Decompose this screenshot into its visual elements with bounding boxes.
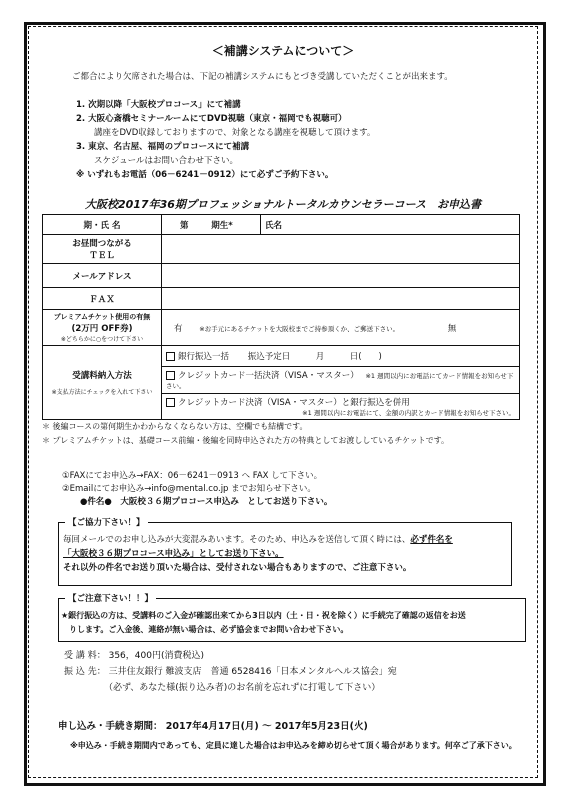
premium-note: ※お手元にあるチケットを大阪校までご持参頂くか、ご郵送下さい。 <box>199 324 400 333</box>
fax-method: ①FAXにてお申込み→FAX：06－6241－0913 へ FAX して下さい。 <box>62 471 323 481</box>
email-field[interactable] <box>162 264 520 288</box>
form-notes <box>42 420 449 448</box>
submit-methods <box>62 470 332 509</box>
term-field[interactable]: 第 期生* <box>162 215 261 235</box>
makeup-item-3: 3. 東京、名古屋、福岡のプロコースにて補講 <box>76 142 250 152</box>
email-label: メールアドレス <box>43 264 162 288</box>
capacity-warning: ※申込み・手続き期間内であっても、定員に達した場合はお申込みを締め切らせて頂く場合があります。何卒ご了承下さい。 <box>70 741 517 750</box>
premium-yes[interactable]: 有 <box>174 323 183 334</box>
premium-no[interactable]: 無 <box>447 323 457 334</box>
intro-text: ご都合により欠席された場合は、下記の補講システムにもとづき受講していただくことが出来ます。 <box>72 72 453 82</box>
tel-field[interactable] <box>162 235 520 264</box>
premium-field[interactable] <box>162 310 520 346</box>
cooperation-box: 【ご協力下さい！】 毎回メールでのお申し込みが大変混みあいます。そのため、申込みを送信して頂く時には、必ず件名を 「大阪校３６期プロコース申込み」としてお送り下さい。 それ以外の件名でお送り頂いた場合は、受付されない場合もありますので、ご注意下さい。 <box>58 522 512 586</box>
cooperation-title: 【ご協力下さい！】 <box>65 516 148 528</box>
bank-value: 三井住友銀行 難波支店 普通 6528416「日本メンタルヘルス協会」宛 <box>108 667 397 677</box>
makeup-item-1: 1. 次期以降「大阪校プロコース」にて補講 <box>76 100 241 110</box>
fee-section: 受 講 料： 356，400円(消費税込) 振 込 先： 三井住友銀行 難波支店 普通 6528416「日本メンタルヘルス協会」宛 （必ず、あなた様(振り込み者)のお名前を忘れずに打電して下さい） <box>64 648 397 696</box>
makeup-item-2-sub: 講座をDVD収録しておりますので、対象となる講座を視聴して頂けます。 <box>94 128 376 138</box>
checkbox-icon[interactable] <box>166 352 175 361</box>
tel-label: お昼間つながる ＴＥＬ <box>43 235 162 264</box>
note-2: ＊ プレミアムチケットは、基礎コース前編・後編を同時申込された方の特典としてお渡ししているチケットです。 <box>42 436 450 445</box>
fax-label: ＦＡＸ <box>43 288 162 310</box>
pay-option-3[interactable]: クレジットカード決済（VISA・マスター）と銀行振込を併用 ※1 週間以内にお電話にて、金額の内訳とカード情報をお知らせ下さい。 <box>162 394 520 420</box>
makeup-item-3-sub: スケジュールはお問い合わせ下さい。 <box>94 156 238 166</box>
checkbox-icon[interactable] <box>166 371 175 380</box>
pay-option-1[interactable]: 銀行振込一括 振込予定日 月 日( ) <box>162 346 520 367</box>
payment-label: 受講料納入方法 ※支払方法にチェックを入れて下さい <box>43 346 162 420</box>
fee-value: 356，400円(消費税込) <box>108 651 204 661</box>
checkbox-icon[interactable] <box>166 398 175 407</box>
makeup-item-2: 2. 大阪心斎橋セミナールームにてDVD視聴（東京・福岡でも視聴可） <box>76 114 347 124</box>
application-form <box>42 214 520 420</box>
caution-title: 【ご注意下さい！！】 <box>65 592 156 604</box>
email-method: ②Emailにてお申込み→info@mental.co.jp までお知らせ下さい。 <box>62 484 316 494</box>
note-1: ＊ 後編コースの第何期生かわからなくならない方は、空欄でも結構です。 <box>42 422 308 431</box>
contact-note: ※ いずれもお電話（06－6241－0912）にて必ずご予約下さい。 <box>76 170 334 180</box>
form-title: 大阪校2017年36期プロフェッショナルトータルカウンセラーコース お申込書 <box>84 198 482 211</box>
col-term-name: 期・氏 名 <box>43 215 162 235</box>
subject-line: ●件名● 大阪校３６期プロコース申込み としてお送り下さい。 <box>80 497 333 507</box>
caution-box: 【ご注意下さい！！】 ★銀行振込の方は、受講料のご入金が確認出来てから3日以内（土・日・祝を除く）に手続完了確認の返信をお送 りします。ご入金後、連絡が無い場合は、必ず協会までお問い合わせ下さい。 <box>58 598 526 642</box>
pay-option-2[interactable]: クレジットカード一括決済（VISA・マスター） ※1 週間以内にお電話にてカード情報をお知らせ下さい。 <box>162 367 520 394</box>
fax-field[interactable] <box>162 288 520 310</box>
bank-note: （必ず、あなた様(振り込み者)のお名前を忘れずに打電して下さい） <box>104 683 381 693</box>
makeup-list <box>76 98 375 182</box>
name-field[interactable]: 氏名 <box>261 215 520 235</box>
premium-label: プレミアムチケット使用の有無 (2万円 OFF券) ※どちらかに○をつけて下さい <box>43 310 162 346</box>
application-period: 申し込み・手続き期間： 2017年4月17日(月) ～ 2017年5月23日(火) <box>58 721 368 732</box>
page-title: ＜補講システムについて＞ <box>211 44 355 58</box>
